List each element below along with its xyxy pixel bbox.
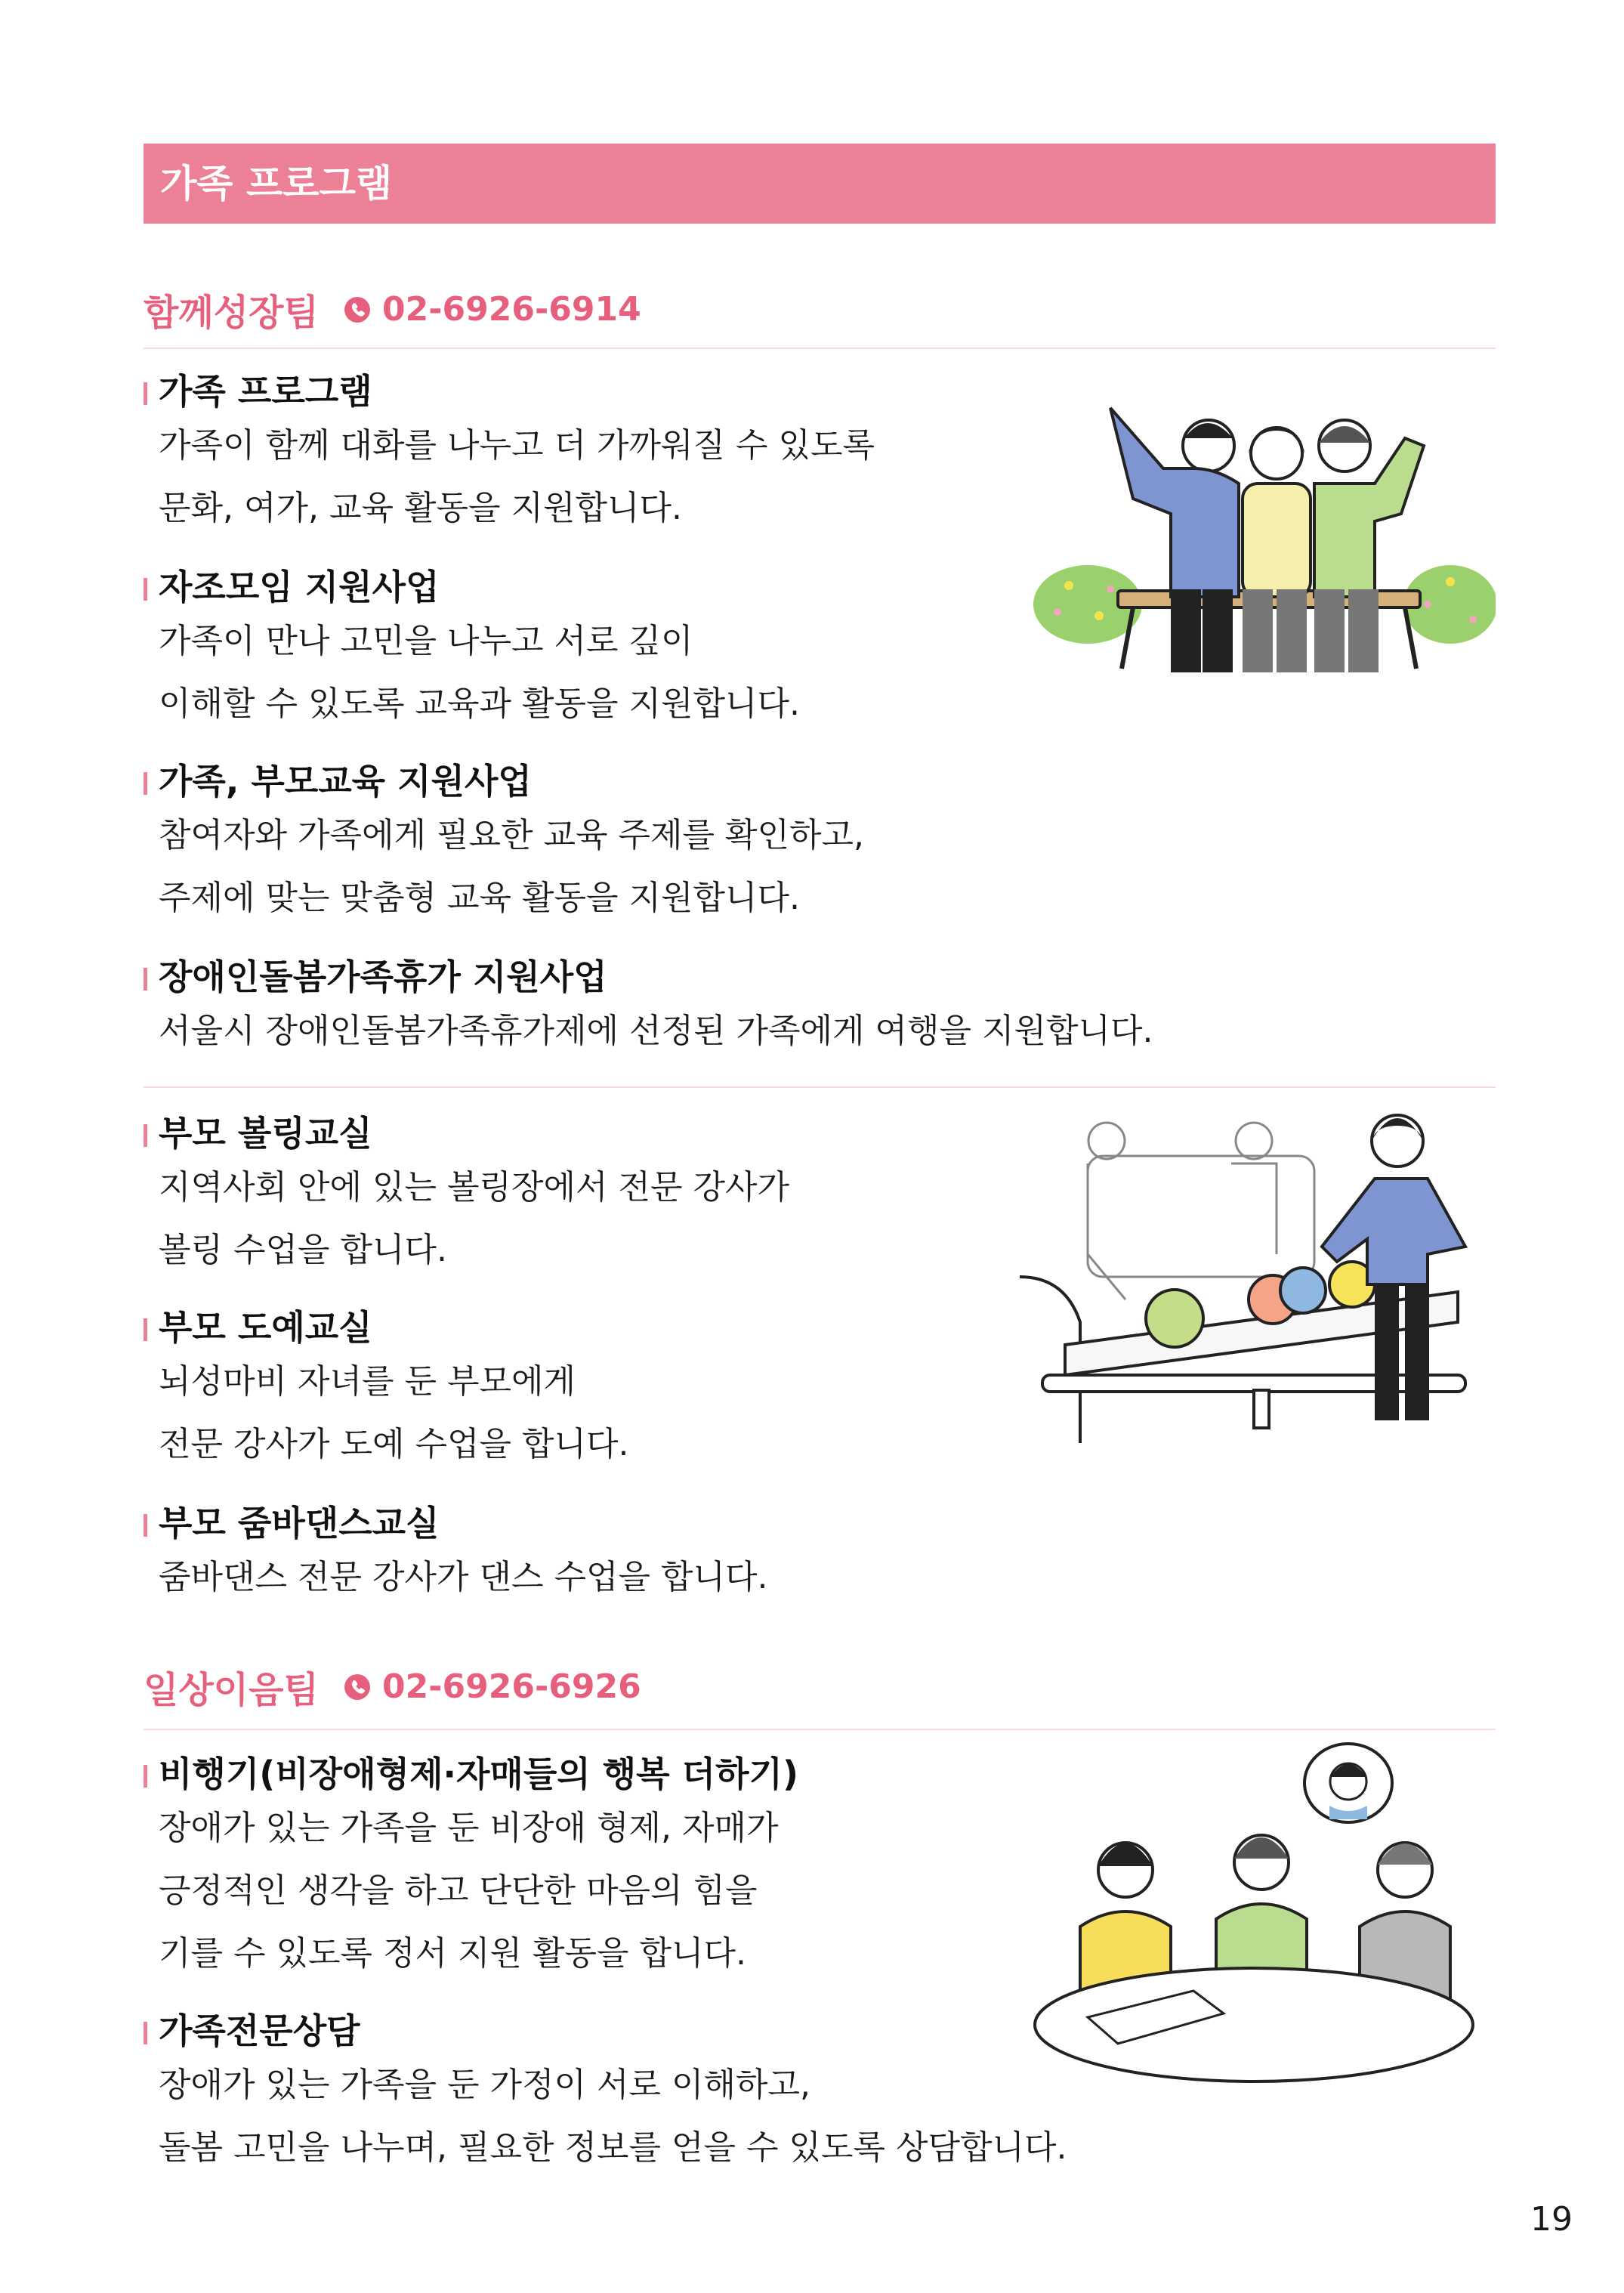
program-desc-line: 줌바댄스 전문 강사가 댄스 수업을 합니다. xyxy=(159,1558,768,1596)
program-desc-line: 이해할 수 있도록 교육과 활동을 지원합니다. xyxy=(159,685,800,723)
phone-icon xyxy=(344,1673,371,1701)
phone-icon xyxy=(344,296,371,323)
program-desc-line: 참여자와 가족에게 필요한 교육 주제를 확인하고, xyxy=(159,816,864,854)
program-title: 부모 볼링교실 xyxy=(144,1111,1012,1156)
section-banner xyxy=(144,144,1496,224)
program-desc-line: 뇌성마비 자녀를 둔 부모에게 xyxy=(159,1362,576,1401)
program-desc-line: 장애가 있는 가족을 둔 가정이 서로 이해하고, xyxy=(159,2066,810,2104)
family-on-bench-illustration xyxy=(1027,378,1496,695)
team-heading-2 xyxy=(144,1661,641,1714)
program-title: 비행기(비장애형제·자매들의 행복 더하기) xyxy=(144,1751,1012,1797)
program-item xyxy=(144,369,1012,539)
program-title: 가족, 부모교육 지원사업 xyxy=(144,759,1012,804)
team-name: 함께성장팀 xyxy=(144,292,319,334)
divider xyxy=(144,1086,1496,1088)
program-desc-line: 지역사회 안에 있는 볼링장에서 전문 강사가 xyxy=(159,1168,790,1207)
program-item xyxy=(144,2008,1067,2179)
program-title: 장애인돌봄가족휴가 지원사업 xyxy=(144,954,1012,1000)
banner-title: 가족 프로그램 xyxy=(160,162,393,206)
page-number: 19 xyxy=(1530,2200,1573,2239)
program-title: 부모 도예교실 xyxy=(144,1305,1012,1350)
program-item xyxy=(144,759,1012,929)
program-desc-line: 가족이 함께 대화를 나누고 더 가까워질 수 있도록 xyxy=(159,426,875,465)
program-item xyxy=(144,1305,1012,1476)
team-phone: 02-6926-6914 xyxy=(382,290,641,329)
program-title: 부모 줌바댄스교실 xyxy=(144,1500,1012,1546)
program-desc-line: 기를 수 있도록 정서 지원 활동을 합니다. xyxy=(159,1934,746,1973)
program-item xyxy=(144,954,1153,1062)
bowling-illustration xyxy=(1020,1111,1503,1443)
program-desc-line: 전문 강사가 도예 수업을 합니다. xyxy=(159,1425,629,1463)
program-desc-line: 가족이 만나 고민을 나누고 서로 깊이 xyxy=(159,622,693,660)
team-heading-1 xyxy=(144,283,641,336)
program-item xyxy=(144,1111,1012,1281)
program-item xyxy=(144,564,1012,735)
program-desc-line: 긍정적인 생각을 하고 단단한 마음의 힘을 xyxy=(159,1871,758,1910)
program-title: 자조모임 지원사업 xyxy=(144,564,1012,610)
divider xyxy=(144,348,1496,349)
program-desc-line: 서울시 장애인돌봄가족휴가제에 선정된 가족에게 여행을 지원합니다. xyxy=(159,1012,1153,1050)
program-item xyxy=(144,1500,1012,1608)
counseling-table-illustration xyxy=(1027,1738,1496,2093)
program-title: 가족전문상담 xyxy=(144,2008,1012,2054)
program-desc-line: 볼링 수업을 합니다. xyxy=(159,1231,447,1269)
program-desc-line: 주제에 맞는 맞춤형 교육 활동을 지원합니다. xyxy=(159,879,800,917)
program-desc-line: 돌봄 고민을 나누며, 필요한 정보를 얻을 수 있도록 상담합니다. xyxy=(159,2128,1067,2167)
program-title: 가족 프로그램 xyxy=(144,369,1012,414)
divider xyxy=(144,1729,1496,1730)
program-item xyxy=(144,1751,1012,1985)
program-desc-line: 장애가 있는 가족을 둔 비장애 형제, 자매가 xyxy=(159,1809,779,1847)
team-name: 일상이음팀 xyxy=(144,1669,319,1711)
team-phone: 02-6926-6926 xyxy=(382,1667,641,1706)
program-desc-line: 문화, 여가, 교육 활동을 지원합니다. xyxy=(159,489,682,527)
